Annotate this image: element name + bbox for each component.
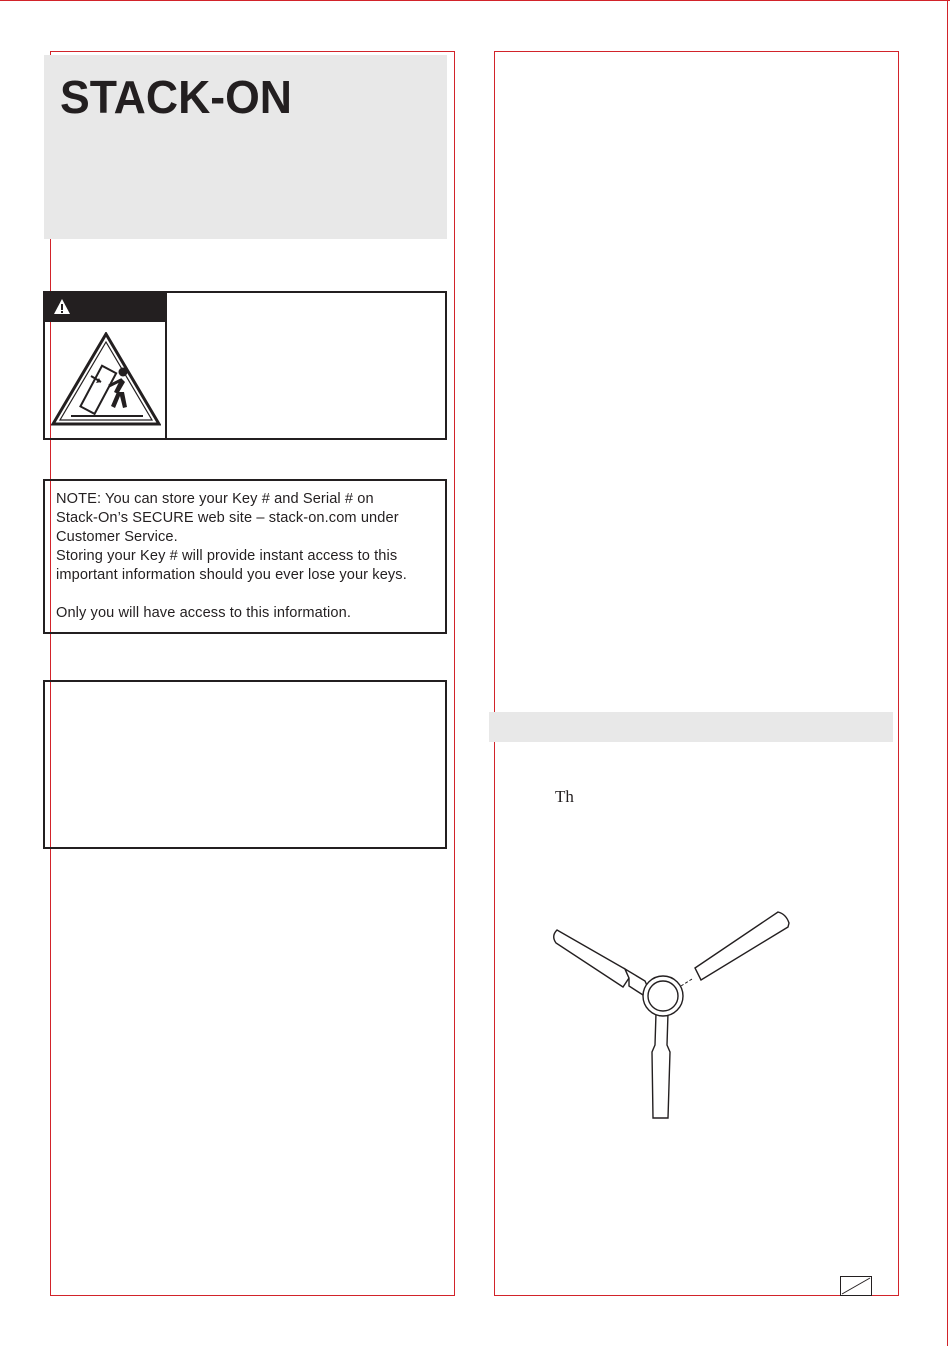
note-line-4: Storing your Key # will provide instant access to this bbox=[56, 548, 398, 564]
stack-on-logo bbox=[60, 73, 292, 117]
section-header-band bbox=[489, 712, 893, 742]
note-line-3: Customer Service. bbox=[56, 529, 178, 545]
page-edge-top bbox=[0, 0, 950, 1]
warning-box bbox=[43, 291, 447, 440]
tip-over-hazard-icon bbox=[51, 332, 161, 428]
page-number-tab bbox=[840, 1276, 872, 1296]
svg-text:STACK-ON: STACK-ON bbox=[60, 73, 292, 117]
empty-info-box bbox=[43, 680, 447, 849]
warning-triangle-icon bbox=[53, 298, 71, 316]
note-line-1: NOTE: You can store your Key # and Serial # on bbox=[56, 491, 374, 507]
note-line-5: important information should you ever lose your keys. bbox=[56, 567, 407, 583]
warning-header-bar bbox=[45, 293, 166, 322]
three-spoke-handle-diagram bbox=[545, 900, 800, 1125]
note-line-6: Only you will have access to this information. bbox=[56, 605, 351, 621]
warning-divider bbox=[165, 293, 167, 440]
note-line-2: Stack-On’s SECURE web site – stack-on.com under bbox=[56, 510, 399, 526]
body-text-fragment: Th bbox=[555, 787, 574, 806]
page-edge-right bbox=[947, 0, 948, 1346]
key-registration-note bbox=[43, 479, 447, 634]
